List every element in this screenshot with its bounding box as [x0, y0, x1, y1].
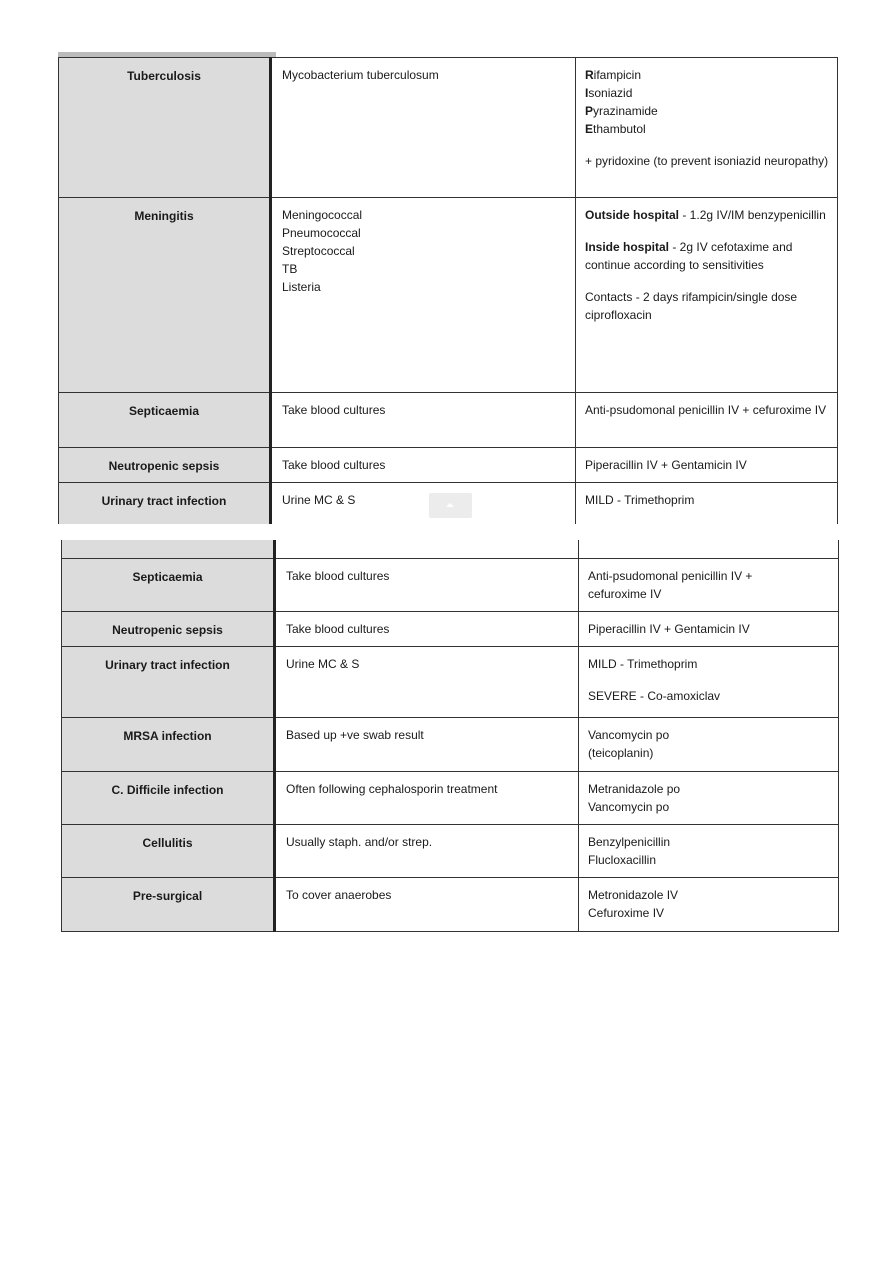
condition-cell: MRSA infection	[62, 717, 275, 771]
table-row	[59, 448, 838, 483]
treatment-cell: MILD - Trimethoprim SEVERE - Co-amoxiclav	[579, 646, 839, 717]
treatment-cell: Metranidazole po Vancomycin po	[579, 771, 839, 824]
drug-line: Pyrazinamide	[585, 104, 658, 118]
condition-cell: Tuberculosis	[59, 58, 271, 198]
condition-cell: Pre-surgical	[62, 877, 275, 931]
treatment-cell: Piperacillin IV + Gentamicin IV	[579, 611, 839, 646]
treatment-cell: Piperacillin IV + Gentamicin IV	[576, 448, 838, 483]
cause-cell: Take blood cultures	[275, 611, 579, 646]
drug-line: Isoniazid	[585, 86, 633, 100]
treatment-cell: Vancomycin po (teicoplanin)	[579, 717, 839, 771]
condition-cell: Septicaemia	[62, 558, 275, 611]
scroll-up-button[interactable]	[429, 493, 472, 518]
condition-cell: Urinary tract infection	[59, 483, 271, 533]
table-row	[59, 198, 838, 393]
cause-cell	[271, 58, 576, 198]
condition-cell: C. Difficile infection	[62, 771, 275, 824]
cause-cell: To cover anaerobes	[275, 877, 579, 931]
treatment-cell: Benzylpenicillin Flucloxacillin	[579, 824, 839, 877]
drug-line: Rifampicin	[585, 68, 642, 82]
table-row	[59, 393, 838, 448]
treatment-cell: Anti-psudomonal penicillin IV + cefuroxime IV	[576, 393, 838, 448]
treatment-cell	[576, 58, 838, 198]
contacts-line: Contacts - 2 days rifampicin/single dose ciprofloxacin	[585, 290, 798, 322]
cause-cell: Take blood cultures	[271, 448, 576, 483]
condition-cell: Neutropenic sepsis	[62, 611, 275, 646]
treatment-note: + pyridoxine (to prevent isoniazid neuropathy)	[585, 154, 829, 168]
cause-cell: Meningococcal Pneumococcal Streptococcal TB Listeria	[271, 198, 576, 393]
condition-cell: Neutropenic sepsis	[59, 448, 271, 483]
cause-cell: Urine MC & S	[275, 646, 579, 717]
table-row	[62, 717, 839, 771]
table-row	[62, 646, 839, 717]
table-row	[62, 611, 839, 646]
condition-cell: Urinary tract infection	[62, 646, 275, 717]
condition-cell: Meningitis	[59, 198, 271, 393]
cause-cell: Urine MC & S	[271, 483, 576, 533]
cause-cell: Take blood cultures	[271, 393, 576, 448]
cause-cell: Usually staph. and/or strep.	[275, 824, 579, 877]
antibiotic-table-fragment-1	[58, 57, 838, 533]
table-row	[59, 58, 838, 198]
condition-cell: Septicaemia	[59, 393, 271, 448]
drug-line: Ethambutol	[585, 122, 646, 136]
treatment-cell: Anti-psudomonal penicillin IV + cefuroxime IV	[579, 558, 839, 611]
condition-cell: Cellulitis	[62, 824, 275, 877]
cause-cell: Based up +ve swab result	[275, 717, 579, 771]
inside-hospital-line: Inside hospital - 2g IV cefotaxime and continue according to sensitivities	[585, 240, 793, 272]
antibiotic-table-fragment-2	[61, 540, 839, 932]
treatment-cell: MILD - Trimethoprim	[576, 483, 838, 533]
cause-cell: Often following cephalosporin treatment	[275, 771, 579, 824]
table-row	[62, 877, 839, 931]
outside-hospital-line: Outside hospital - 1.2g IV/IM benzypenicillin	[585, 208, 826, 222]
table-row	[62, 558, 839, 611]
page-break-gap	[56, 524, 841, 540]
chevron-up-icon	[446, 503, 454, 507]
treatment-cell: Metronidazole IV Cefuroxime IV	[579, 877, 839, 931]
table-row-cropped	[62, 540, 839, 558]
cause-cell: Take blood cultures	[275, 558, 579, 611]
table-row	[62, 824, 839, 877]
cause-line: Mycobacterium tuberculosum	[282, 68, 439, 82]
table-row	[62, 771, 839, 824]
treatment-cell	[576, 198, 838, 393]
